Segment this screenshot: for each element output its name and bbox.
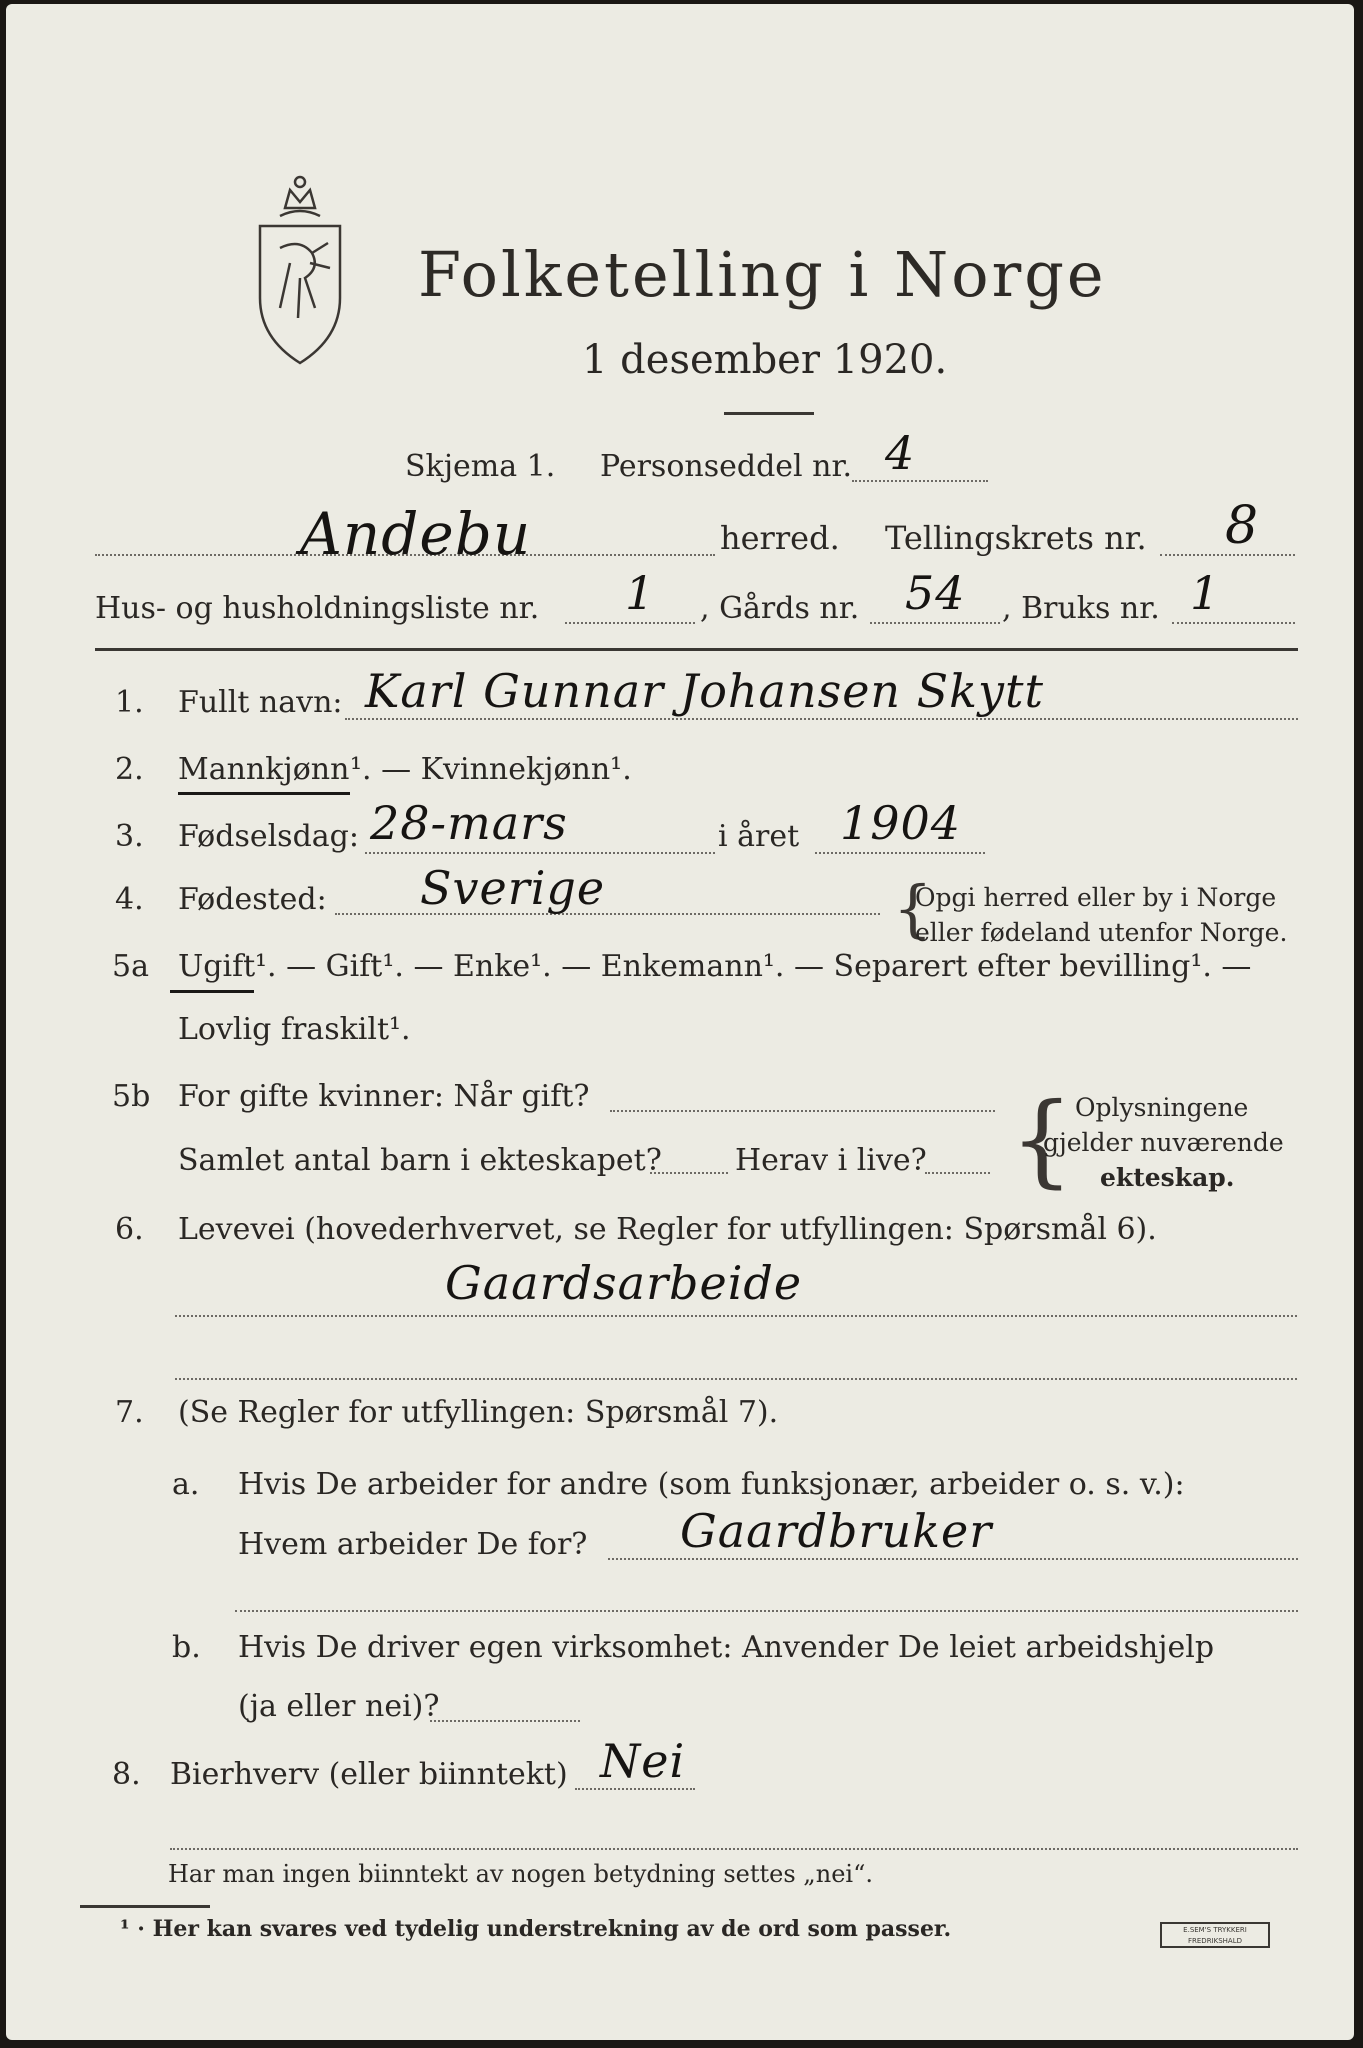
q8-value: Nei: [600, 1734, 686, 1788]
q7a-dots-2: [235, 1610, 1298, 1612]
q3-day-dots: [365, 852, 715, 854]
q5b-note-line1: Oplysningene: [1075, 1093, 1249, 1122]
q5b-note-line2: gjelder nuværende: [1043, 1128, 1284, 1157]
q8-dots-2: [170, 1848, 1298, 1850]
header-divider: [95, 648, 1298, 651]
q5b-gift-dots: [610, 1110, 995, 1112]
q4-value: Sverige: [420, 861, 606, 915]
q3-year-value: 1904: [840, 796, 962, 850]
bruks-dots: [1172, 622, 1295, 624]
form-date: 1 desember 1920.: [582, 337, 948, 383]
q5b-line1: For gifte kvinner: Når gift?: [178, 1079, 590, 1114]
q2-underline: [178, 792, 350, 795]
q6-number: 6.: [115, 1212, 144, 1247]
q6-label: Levevei (hovederhvervet, se Regler for utfyllingen: Spørsmål 6).: [178, 1212, 1157, 1247]
printer-stamp-text: E.SEM'S TRYKKERI FREDRIKSHALD: [1183, 1926, 1247, 1945]
footnote-divider: [80, 1905, 210, 1908]
q5b-live-dots: [925, 1172, 990, 1174]
personseddel-value: 4: [885, 426, 916, 480]
hus-label: Hus- og husholdningsliste nr.: [95, 591, 540, 626]
tellingskrets-label: Tellingskrets nr.: [885, 519, 1147, 557]
gards-value: 54: [905, 566, 966, 620]
q7-label: (Se Regler for utfyllingen: Spørsmål 7).: [178, 1395, 779, 1430]
q5b-line2a: Samlet antal barn i ekteskapet?: [178, 1143, 662, 1178]
q1-dots: [345, 718, 1298, 720]
form-title: Folketelling i Norge: [418, 238, 1107, 311]
q5b-line2b: Herav i live?: [735, 1143, 927, 1178]
title-divider: [724, 412, 814, 415]
q7b-dots: [430, 1720, 580, 1722]
q2-number: 2.: [115, 752, 144, 787]
q7a-letter: a.: [172, 1467, 200, 1502]
herred-label: herred.: [720, 519, 840, 557]
skjema-label: Skjema 1.: [405, 449, 556, 484]
q5b-note-line3: ekteskap.: [1100, 1163, 1235, 1192]
q5b-number: 5b: [112, 1079, 151, 1114]
q4-label: Fødested:: [178, 882, 327, 917]
q5a-number: 5a: [112, 949, 149, 984]
hus-value: 1: [625, 566, 656, 620]
footnote: ¹ · Her kan svares ved tydelig understrekning av de ord som passer.: [120, 1916, 952, 1942]
q5a-rest: ¹. — Gift¹. — Enke¹. — Enkemann¹. — Separert efter bevilling¹. —: [255, 949, 1252, 984]
q8-note: Har man ingen biinntekt av nogen betydning settes „nei“.: [168, 1860, 873, 1888]
q4-dots: [335, 913, 880, 915]
q8-label: Bierhverv (eller biinntekt): [170, 1757, 568, 1792]
personseddel-dots: [852, 480, 988, 482]
q4-note-line1: Opgi herred eller by i Norge: [915, 883, 1277, 912]
q3-day-value: 28-mars: [370, 796, 568, 850]
gards-dots: [870, 622, 1000, 624]
q2-mannkjonn: Mannkjønn: [178, 752, 350, 787]
q1-label: Fullt navn:: [178, 685, 343, 720]
q7b-line1: Hvis De driver egen virksomhet: Anvender De leiet arbeidshjelp: [238, 1630, 1215, 1665]
q4-note-brace: {: [893, 872, 933, 945]
q3-number: 3.: [115, 819, 144, 854]
q6-value: Gaardsarbeide: [445, 1256, 803, 1310]
q4-note-line2: eller fødeland utenfor Norge.: [915, 918, 1288, 947]
herred-value: Andebu: [300, 500, 532, 568]
q7a-line2: Hvem arbeider De for?: [238, 1527, 588, 1562]
bruks-value: 1: [1190, 566, 1221, 620]
q6-dots-2: [175, 1378, 1297, 1380]
tellingskrets-value: 8: [1225, 496, 1260, 556]
q7a-dots-1: [608, 1558, 1298, 1560]
q7a-line1: Hvis De arbeider for andre (som funksjonær, arbeider o. s. v.):: [238, 1467, 1185, 1502]
q5a-line2: Lovlig fraskilt¹.: [178, 1012, 411, 1047]
q5a-ugift: Ugift: [178, 949, 256, 984]
q7b-line2: (ja eller nei)?: [238, 1689, 440, 1724]
norwegian-coat-of-arms-icon: [250, 168, 350, 368]
hus-dots: [565, 622, 695, 624]
q5a-underline: [170, 990, 254, 993]
q4-number: 4.: [115, 882, 144, 917]
q3-label: Fødselsdag:: [178, 819, 359, 854]
q1-number: 1.: [115, 685, 144, 720]
bruks-label: , Bruks nr.: [1002, 591, 1160, 626]
q1-value: Karl Gunnar Johansen Skytt: [365, 664, 1045, 718]
printer-stamp: [1160, 1922, 1270, 1948]
q7b-letter: b.: [172, 1630, 201, 1665]
q5b-barn-dots: [650, 1172, 728, 1174]
q8-dots: [575, 1788, 695, 1790]
q2-rest: ¹. — Kvinnekjønn¹.: [350, 752, 632, 787]
personseddel-label: Personseddel nr.: [600, 449, 853, 484]
q7a-value: Gaardbruker: [680, 1504, 993, 1558]
q7-number: 7.: [115, 1395, 144, 1430]
q5b-note-brace: {: [1010, 1081, 1074, 1198]
q3-year-label: i året: [718, 819, 800, 854]
q8-number: 8.: [112, 1757, 141, 1792]
q3-year-dots: [815, 852, 985, 854]
gards-label: , Gårds nr.: [700, 591, 860, 626]
q6-dots-1: [175, 1315, 1297, 1317]
